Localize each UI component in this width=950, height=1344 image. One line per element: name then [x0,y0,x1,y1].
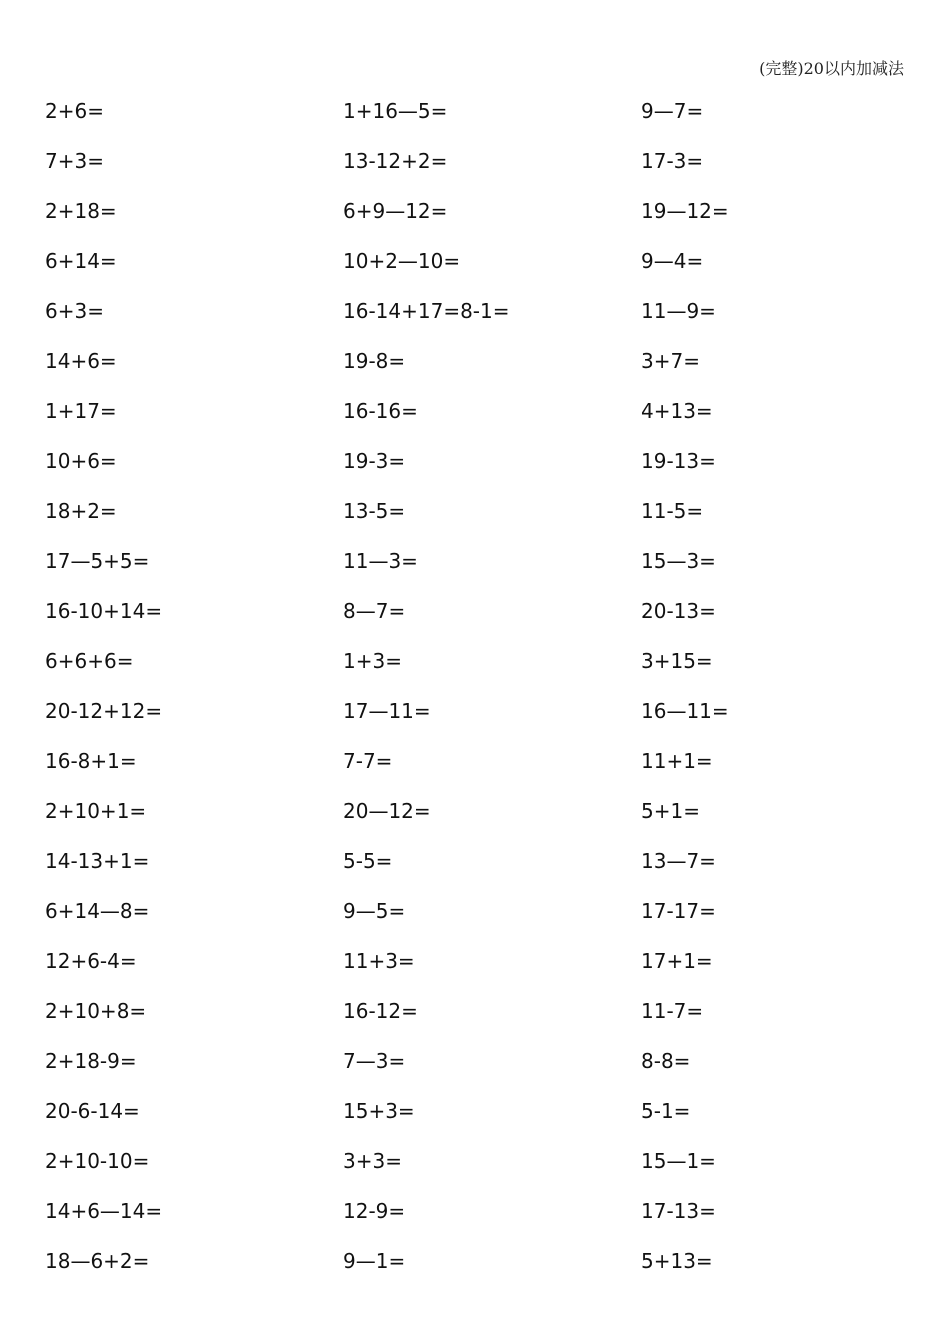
problem-item: 2+18= [45,199,117,223]
problem-item: 9—5= [343,899,406,923]
problem-item: 11-7= [641,999,704,1023]
problem-item: 5+13= [641,1249,713,1273]
problem-item: 11+3= [343,949,415,973]
problem-item: 19-13= [641,449,716,473]
problem-item: 16-16= [343,399,418,423]
problem-item: 2+10-10= [45,1149,150,1173]
problem-item: 9—1= [343,1249,406,1273]
problem-item: 11-5= [641,499,704,523]
problem-item: 4+13= [641,399,713,423]
problem-item: 2+10+8= [45,999,147,1023]
problem-item: 20-6-14= [45,1099,140,1123]
problem-item: 11—3= [343,549,418,573]
problem-item: 1+3= [343,649,402,673]
problem-item: 18+2= [45,499,117,523]
problem-item: 20—12= [343,799,431,823]
problem-item: 13—7= [641,849,716,873]
problem-item: 2+6= [45,99,104,123]
problem-item: 17—11= [343,699,431,723]
problem-item: 13-12+2= [343,149,448,173]
problem-item: 19-8= [343,349,406,373]
problem-item: 14+6= [45,349,117,373]
worksheet-grid [45,92,925,1292]
problem-item: 19—12= [641,199,729,223]
problem-item: 15—3= [641,549,716,573]
problem-item: 14-13+1= [45,849,150,873]
problem-item: 17-3= [641,149,704,173]
problem-item: 8-8= [641,1049,691,1073]
problem-item: 5+1= [641,799,700,823]
problem-item: 3+7= [641,349,700,373]
problem-item: 14+6—14= [45,1199,163,1223]
problem-item: 6+9—12= [343,199,448,223]
problem-item: 1+17= [45,399,117,423]
problem-item: 19-3= [343,449,406,473]
problem-item: 16—11= [641,699,729,723]
problem-item: 1+16—5= [343,99,448,123]
problem-item: 16-10+14= [45,599,163,623]
problem-item: 9—4= [641,249,704,273]
problem-item: 8—7= [343,599,406,623]
problem-column-1 [45,92,343,1292]
problem-item: 17-13= [641,1199,716,1223]
problem-item: 16-12= [343,999,418,1023]
problem-item: 5-5= [343,849,393,873]
problem-column-2 [343,92,641,1292]
problem-item: 12+6-4= [45,949,137,973]
problem-item: 11—9= [641,299,716,323]
problem-item: 2+10+1= [45,799,147,823]
problem-item: 7—3= [343,1049,406,1073]
problem-item: 10+6= [45,449,117,473]
problem-item: 16-8+1= [45,749,137,773]
problem-item: 10+2—10= [343,249,461,273]
problem-item: 7+3= [45,149,104,173]
problem-item: 20-13= [641,599,716,623]
problem-item: 6+14—8= [45,899,150,923]
problem-column-3 [641,92,925,1292]
problem-item: 11+1= [641,749,713,773]
problem-item: 17-17= [641,899,716,923]
problem-item: 13-5= [343,499,406,523]
problem-item: 5-1= [641,1099,691,1123]
problem-item: 16-14+17=8-1= [343,299,510,323]
problem-item: 18—6+2= [45,1249,150,1273]
problem-item: 2+18-9= [45,1049,137,1073]
problem-item: 17—5+5= [45,549,150,573]
page-header-title: (完整)20以内加减法 [759,59,904,78]
problem-item: 3+3= [343,1149,402,1173]
problem-item: 9—7= [641,99,704,123]
problem-item: 7-7= [343,749,393,773]
problem-item: 6+6+6= [45,649,134,673]
problem-item: 6+3= [45,299,104,323]
problem-item: 20-12+12= [45,699,163,723]
problem-item: 15—1= [641,1149,716,1173]
problem-item: 12-9= [343,1199,406,1223]
problem-item: 15+3= [343,1099,415,1123]
problem-item: 6+14= [45,249,117,273]
problem-item: 3+15= [641,649,713,673]
problem-item: 17+1= [641,949,713,973]
